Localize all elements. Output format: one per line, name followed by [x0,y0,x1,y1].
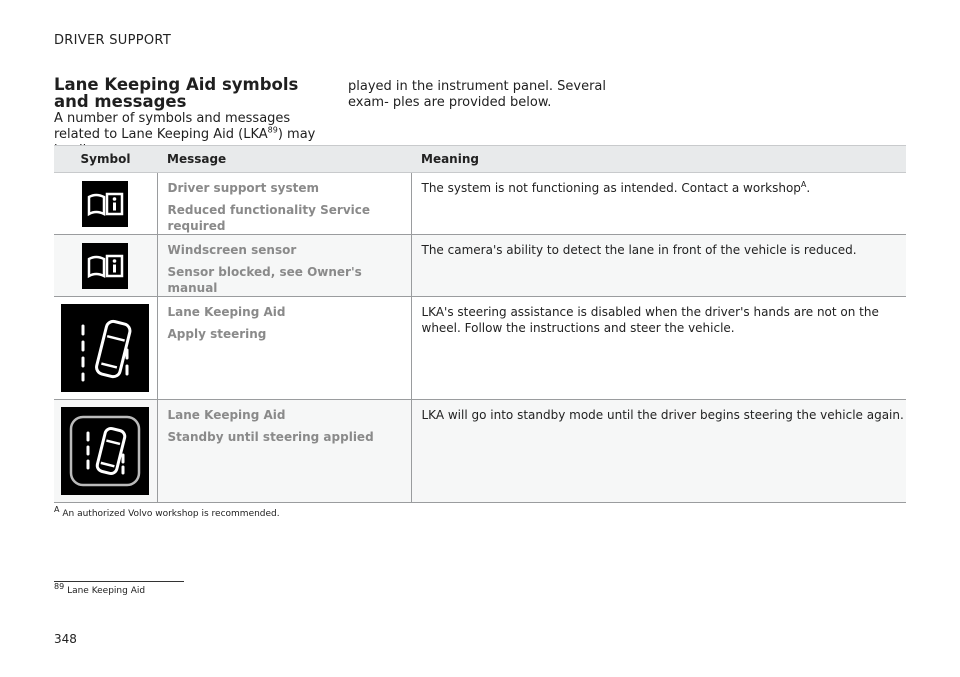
intro-text-right: played in the instrument panel. Several exam- ples are provided below. [348,79,606,110]
message-cell [157,173,411,235]
message-cell [157,235,411,297]
footnote-ref-a[interactable]: A [800,180,807,189]
symbol-cell [54,235,157,297]
footnote-marker-a: A [54,505,60,514]
table-row [54,173,906,235]
symbols-table [54,145,906,503]
owners-manual-info-icon [82,181,128,227]
lane-keeping-standby-icon [61,407,149,495]
intro-text-end: ) may [277,127,316,142]
column-header-symbol: Symbol [54,146,157,173]
symbol-cell [54,400,157,503]
column-header-message: Message [157,146,411,173]
column-header-meaning: Meaning [411,146,906,173]
page-number: 348 [54,632,77,646]
message-detail: Sensor blocked, see Owner's manual [167,265,362,295]
owners-manual-info-icon [82,243,128,289]
intro-text: A number of symbols and messages related to Lane Keeping Aid (LKA [54,111,291,142]
message-detail: Standby until steering applied [167,430,374,444]
meaning-cell: LKA's steering assistance is disabled when the driver's hands are not on the wheel. Follow the instructions and steer the vehicle. [411,297,906,400]
footnote-a [54,505,280,519]
message-cell [157,297,411,400]
symbol-cell [54,173,157,235]
meaning-text: The system is not functioning as intended. Contact a workshop [421,181,801,195]
table-row [54,235,906,297]
message-detail: Reduced functionality Service required [167,203,371,233]
meaning-text-end: . [806,181,811,195]
footnote-a-text: An authorized Volvo workshop is recommended. [62,509,280,519]
meaning-cell: The camera's ability to detect the lane in front of the vehicle is reduced. [411,235,906,297]
meaning-cell: LKA will go into standby mode until the driver begins steering the vehicle again. [411,400,906,503]
section-header: DRIVER SUPPORT [54,33,172,48]
message-title: Driver support system [167,181,319,195]
footnote-89 [54,582,146,596]
table-row [54,297,906,400]
footnote-ref-89[interactable]: 89 [267,125,278,135]
page-title: Lane Keeping Aid symbols and messages [54,75,299,111]
footnote-divider [54,581,184,582]
footnote-89-text: Lane Keeping Aid [67,586,146,596]
message-detail: Apply steering [167,327,267,341]
message-cell [157,400,411,503]
lane-keeping-car-icon [61,304,149,392]
table-row [54,400,906,503]
message-title: Windscreen sensor [167,243,297,257]
symbol-cell [54,297,157,400]
footnote-marker-89: 89 [54,582,65,591]
message-title: Lane Keeping Aid [167,408,286,422]
meaning-cell [411,173,906,235]
table-header-row [54,146,906,173]
message-title: Lane Keeping Aid [167,305,286,319]
